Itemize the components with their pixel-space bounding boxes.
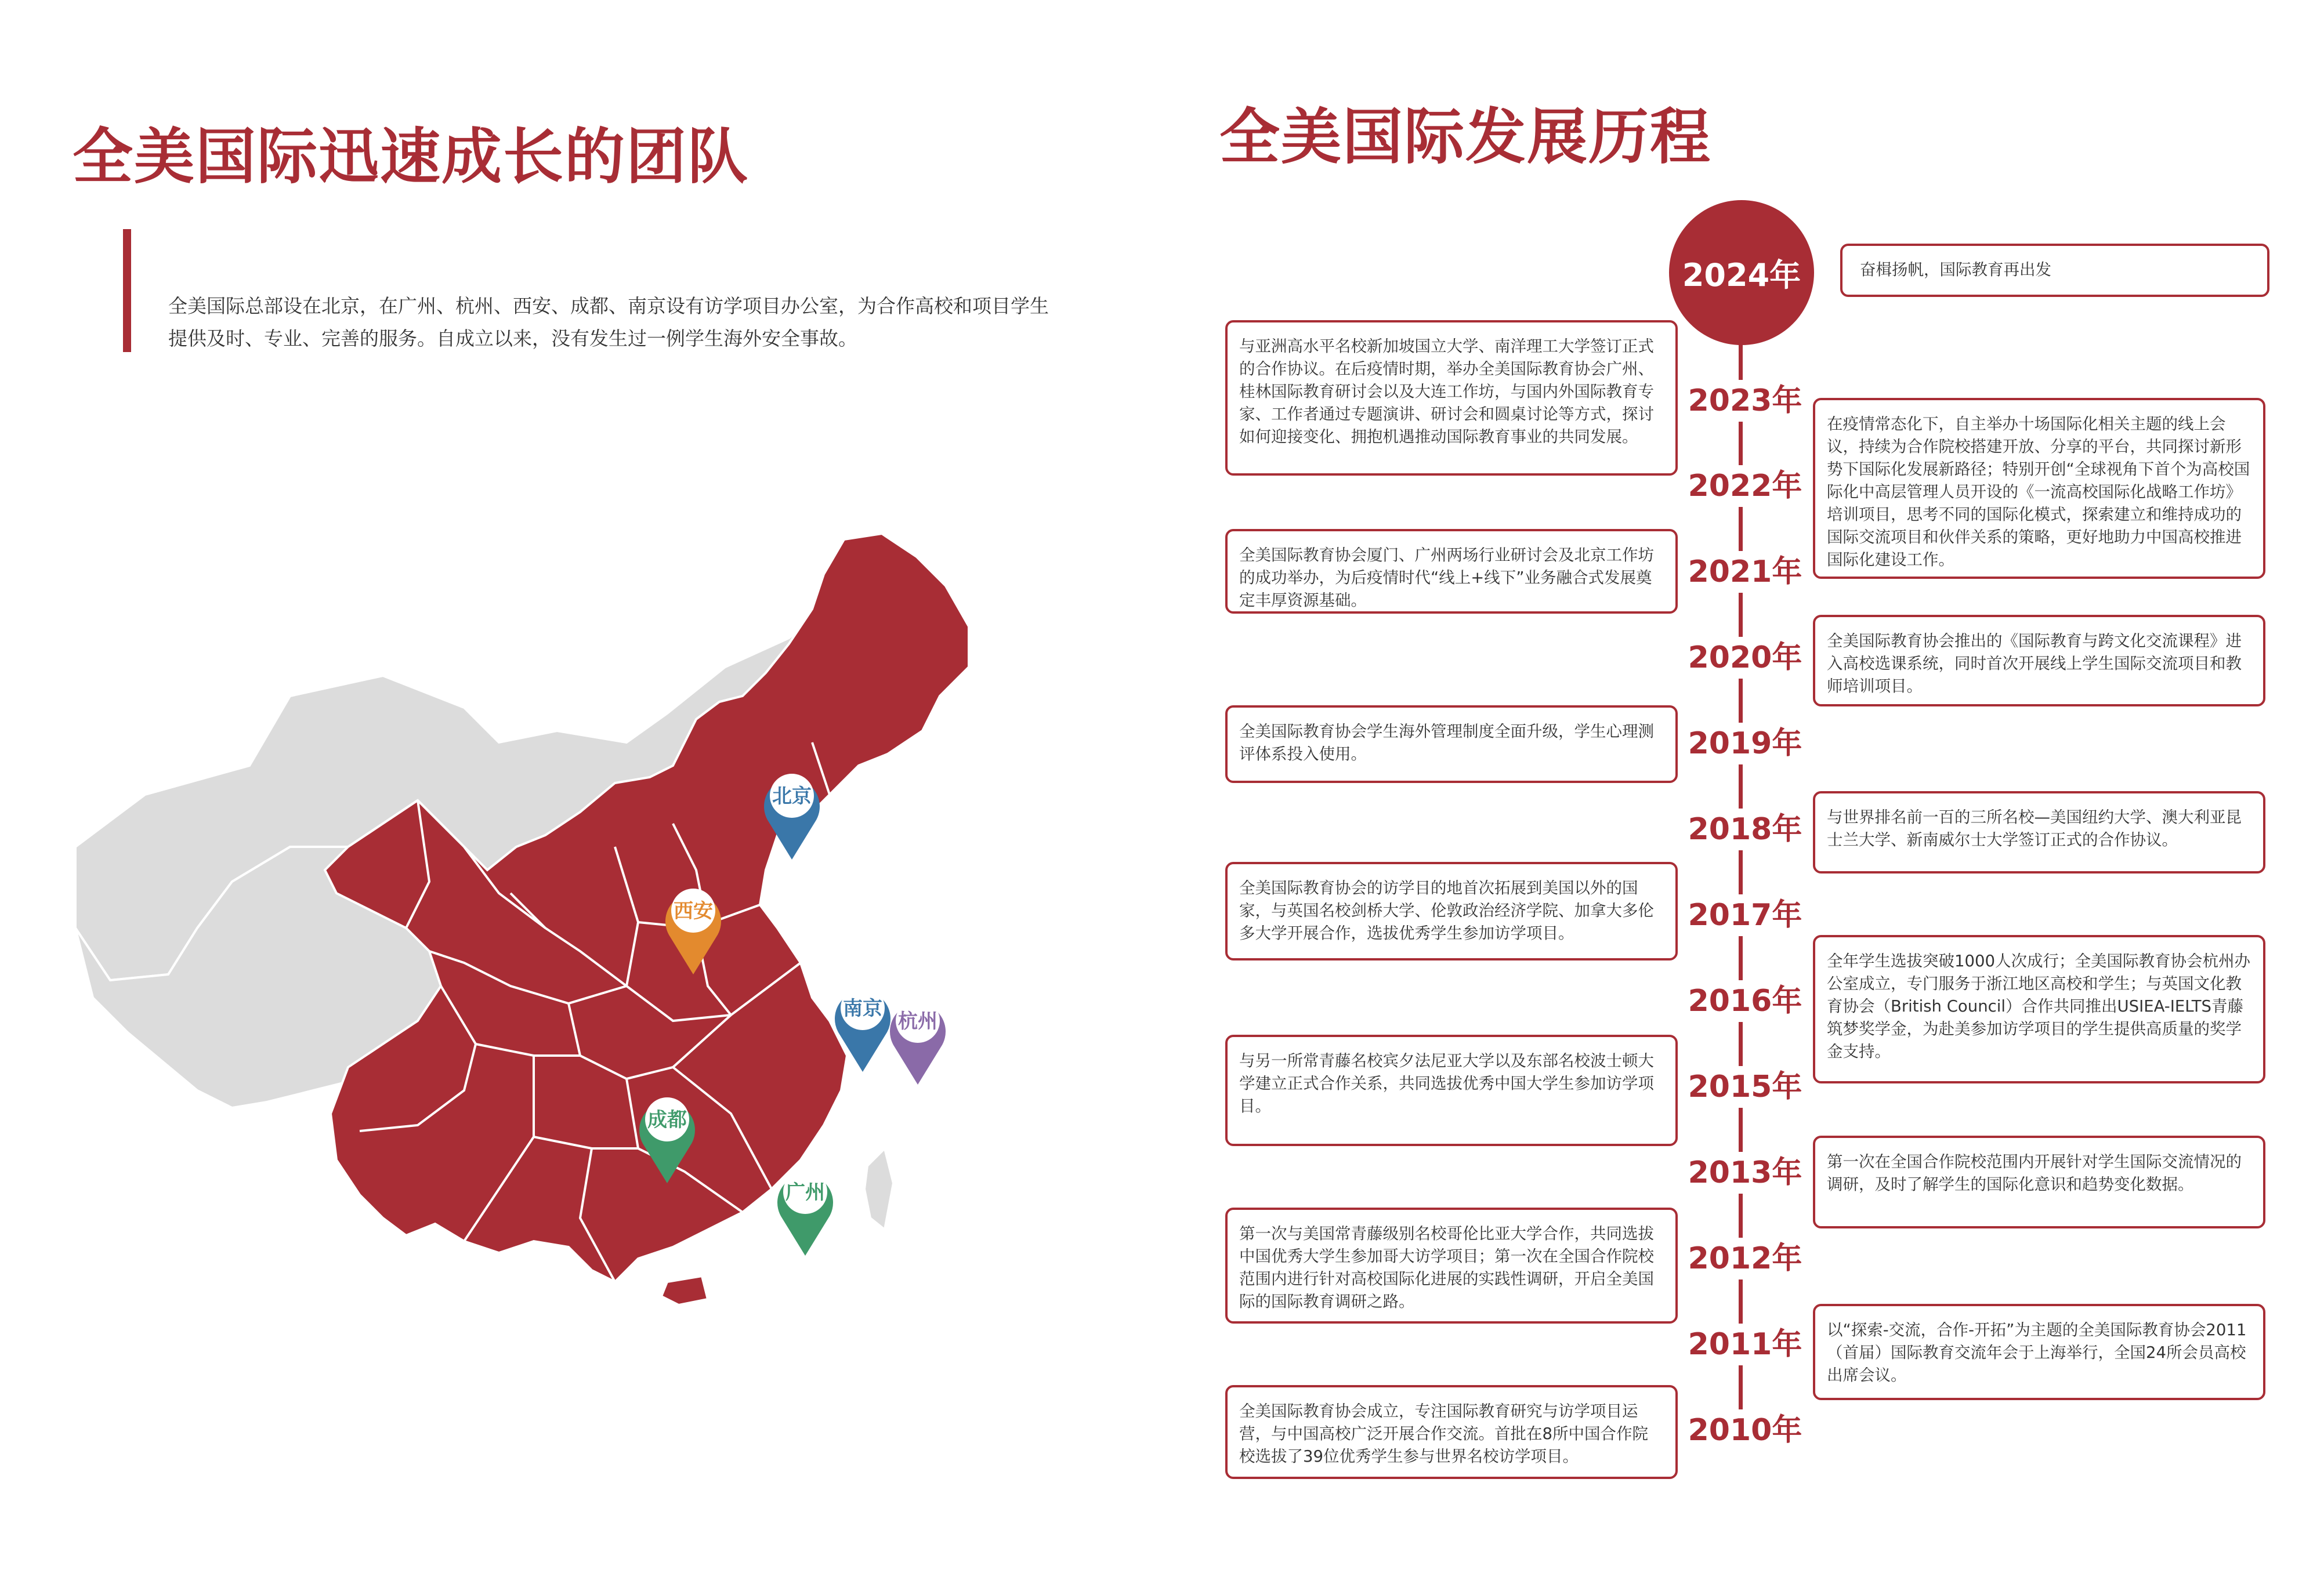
timeline-card-2024: [1840, 244, 2269, 297]
team-title: 全美国际迅速成长的团队: [73, 121, 750, 192]
timeline-year-label: 2018年: [1687, 809, 1803, 850]
timeline-card-text: 全美国际教育协会的访学目的地首次拓展到美国以外的国家，与英国名校剑桥大学、伦敦政治经济学院、加拿大多伦多大学开展合作，选拔优秀学生参加访学项目。: [1239, 879, 1654, 943]
timeline-card-text: 第一次与美国常青藤级别名校哥伦比亚大学合作，共同选拔中国优秀大学生参加哥大访学项目；第一次在全国合作院校范围内进行针对高校国际化进展的实践性调研，开启全美国际的国际教育调研之路。: [1239, 1224, 1654, 1311]
city-pin-label: 杭州: [898, 1010, 937, 1033]
city-pin-label: 成都: [647, 1108, 687, 1132]
city-pin-label: 南京: [843, 997, 882, 1020]
timeline-card-2018: [1813, 791, 2265, 873]
timeline-year-label: 2012年: [1687, 1238, 1803, 1279]
china-office-map: [58, 522, 986, 1305]
timeline-card-text: 全美国际教育协会厦门、广州两场行业研讨会及北京工作坊的成功举办，为后疫情时代“线上+线下”业务融合式发展奠定丰厚资源基础。: [1239, 546, 1654, 610]
taiwan-island: [864, 1148, 893, 1230]
timeline-card-2012: [1225, 1208, 1678, 1324]
city-pin-label: 北京: [772, 785, 812, 808]
timeline-card-text: 与世界排名前一百的三所名校—美国纽约大学、澳大利亚昆士兰大学、新南威尔士大学签订正式的合作协议。: [1827, 808, 2242, 849]
timeline-card-text: 全美国际教育协会推出的《国际教育与跨文化交流课程》进入高校选课系统，同时首次开展线上学生国际交流项目和教师培训项目。: [1827, 632, 2242, 695]
history-title: 全美国际发展历程: [1219, 102, 1712, 172]
timeline-year-label: 2020年: [1687, 637, 1803, 679]
timeline-year-label: 2011年: [1687, 1324, 1803, 1365]
timeline-year-label: 2019年: [1687, 723, 1803, 764]
timeline-card-2016: [1813, 935, 2265, 1083]
timeline-card-text: 在疫情常态化下，自主举办十场国际化相关主题的线上会议，持续为合作院校搭建开放、分享的平台，共同探讨新形势下国际化发展新路径；特别开创“全球视角下首个为高校国际化中高层管理人员开设的《一流高校国际化战略工作坊》培训项目，思考不同的国际化模式，探索建立和维持成功的国际交流项目和伙伴关系的策略，更好地助力中国高校推进国际化建设工作。: [1827, 415, 2250, 569]
timeline-card-2017: [1225, 862, 1678, 960]
hub-year-label: 2024年: [1682, 256, 1801, 293]
timeline-card-2021: [1225, 529, 1678, 614]
timeline-year-label: 2016年: [1687, 980, 1803, 1022]
timeline-card-text: 以“探索-交流，合作-开拓”为主题的全美国际教育协会2011（首届）国际教育交流年会于上海举行，全国24所会员高校出席会议。: [1827, 1321, 2247, 1384]
timeline-year-label: 2015年: [1687, 1066, 1803, 1108]
timeline-year-label: 2023年: [1687, 380, 1803, 422]
city-pin: [777, 1170, 833, 1256]
timeline-card-2019: [1225, 705, 1678, 783]
timeline-card-text: 第一次在全国合作院校范围内开展针对学生国际交流情况的调研，及时了解学生的国际化意识和趋势变化数据。: [1827, 1152, 2242, 1194]
city-pin: [890, 999, 946, 1085]
timeline-card-2011: [1813, 1304, 2265, 1400]
city-pin-label: 广州: [785, 1181, 825, 1204]
timeline-card-text: 与另一所常青藤名校宾夕法尼亚大学以及东部名校波士顿大学建立正式合作关系，共同选拔优秀中国大学生参加访学项目。: [1239, 1052, 1654, 1115]
timeline-card-text: 奋楫扬帆，国际教育再出发: [1860, 260, 2051, 279]
timeline-year-label: 2010年: [1687, 1409, 1803, 1451]
timeline-card-2010: [1225, 1385, 1678, 1479]
timeline-card-2022: [1813, 398, 2265, 579]
timeline-year-label: 2013年: [1687, 1152, 1803, 1194]
timeline-card-text: 全年学生选拔突破1000人次成行；全美国际教育协会杭州办公室成立，专门服务于浙江地区高校和学生；与英国文化教育协会（British Council）合作共同推出USIEA-IELTS青藤筑梦奖学金，为赴美参加访学项目的学生提供高质量的奖学金支持。: [1827, 952, 2250, 1061]
timeline-card-text: 与亚洲高水平名校新加坡国立大学、南洋理工大学签订正式的合作协议。在后疫情时期，举办全美国际教育协会广州、桂林国际教育研讨会以及大连工作坊，与国内外国际教育专家、工作者通过专题演讲、研讨会和圆桌讨论等方式，探讨如何迎接变化、拥抱机遇推动国际教育事业的共同发展。: [1239, 337, 1654, 446]
city-pin-label: 西安: [674, 900, 713, 923]
hainan-island: [661, 1276, 708, 1305]
timeline-card-text: 全美国际教育协会学生海外管理制度全面升级，学生心理测评体系投入使用。: [1239, 722, 1654, 763]
timeline-card-2023: [1225, 320, 1678, 476]
timeline-year-label: 2017年: [1687, 894, 1803, 936]
accent-bar: [123, 229, 131, 352]
timeline-card-2015: [1225, 1035, 1678, 1146]
timeline-card-2020: [1813, 615, 2265, 706]
timeline-year-label: 2022年: [1687, 465, 1803, 507]
timeline-card-text: 全美国际教育协会成立，专注国际教育研究与访学项目运营，与中国高校广泛开展合作交流。首批在8所中国合作院校选拔了39位优秀学生参与世界名校访学项目。: [1239, 1402, 1648, 1466]
timeline-year-label: 2021年: [1687, 551, 1803, 593]
timeline-hub-year: [1669, 200, 1814, 345]
team-intro-text: 全美国际总部设在北京，在广州、杭州、西安、成都、南京设有访学项目办公室，为合作高校和项目学生提供及时、专业、完善的服务。自成立以来，没有发生过一例学生海外安全事故。: [168, 295, 1049, 350]
map-svg: [58, 522, 986, 1305]
timeline-card-2013: [1813, 1136, 2265, 1228]
